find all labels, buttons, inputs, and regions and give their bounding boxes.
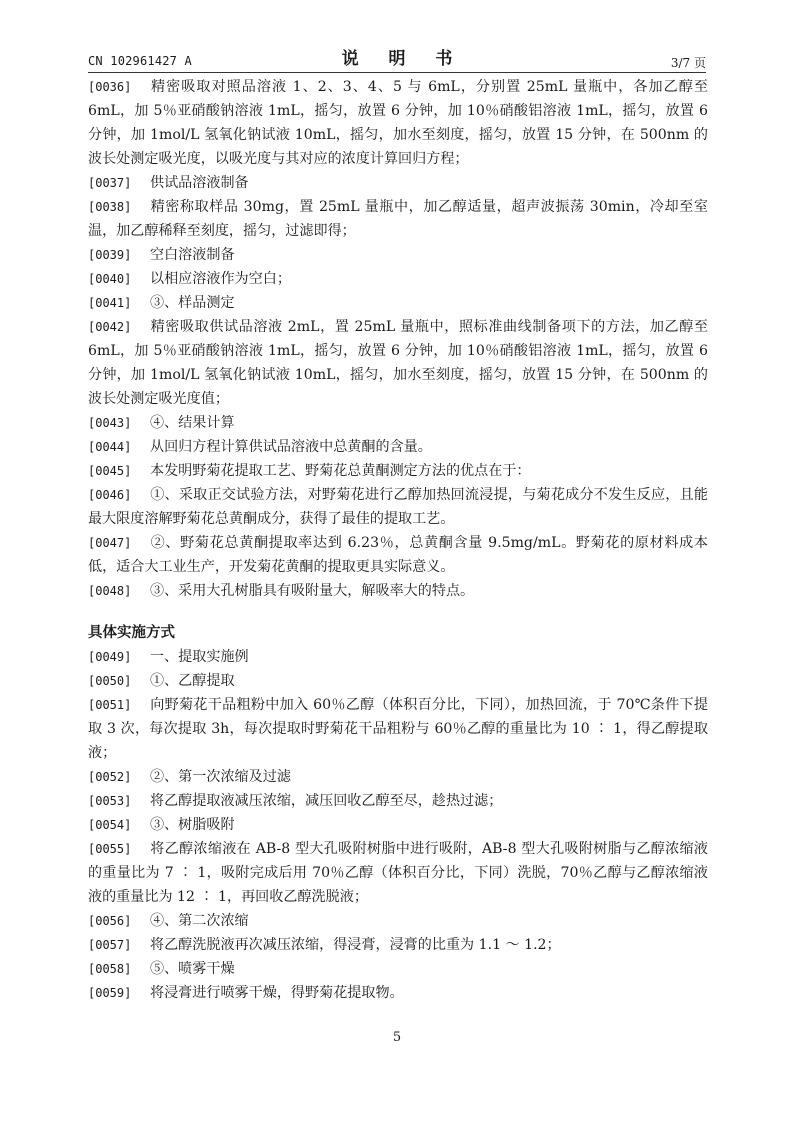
paragraph-text: ③、样品测定 [150, 295, 235, 311]
paragraph-number: [0038] [88, 200, 132, 214]
paragraph-text: ④、第二次浓缩 [150, 913, 249, 929]
paragraph-number: [0058] [88, 962, 132, 976]
paragraph-number: [0044] [88, 440, 132, 454]
paragraph-number: [0041] [88, 296, 132, 310]
paragraph-number: [0045] [88, 464, 132, 478]
paragraph [88, 291, 708, 315]
paragraph-text: 将乙醇提取液减压浓缩，减压回收乙醇至尽，趁热过滤； [150, 793, 503, 809]
paragraph [88, 243, 708, 267]
paragraph-text: 向野菊花干品粗粉中加入 60％乙醇（体积百分比，下同），加热回流，于 70℃条件下提取 3 次，每次提取 3h，每次提取时野菊花干品粗粉与 60％乙醇的重量比为 10 ∶ 1，得乙醇提取液； [88, 697, 708, 761]
paragraph [88, 837, 708, 909]
paragraph [88, 933, 708, 957]
publication-number: CN 102961427 A [88, 54, 192, 68]
page-number: 5 [392, 1030, 402, 1045]
paragraph-list-bottom [88, 645, 708, 1005]
paragraph-text: 将乙醇浓缩液在 AB-8 型大孔吸附树脂中进行吸附，AB-8 型大孔吸附树脂与乙醇浓缩液的重量比为 7 ∶ 1，吸附完成后用 70％乙醇（体积百分比，下同）洗脱，70％乙醇与乙醇浓缩液液的重量比为 12 ∶ 1，再回收乙醇洗脱液； [88, 841, 708, 905]
paragraph [88, 765, 708, 789]
page-header [88, 42, 706, 73]
paragraph-number: [0050] [88, 674, 132, 688]
document-title: 说 明 书 [341, 49, 465, 69]
paragraph-text: ①、乙醇提取 [150, 673, 235, 689]
paragraph-text: 精密吸取对照品溶液 1、2、3、4、5 与 6mL，分别置 25mL 量瓶中，各加乙醇至 6mL，加 5％亚硝酸钠溶液 1mL，摇匀，放置 6 分钟，加 10％硝酸铝溶液 1mL，摇匀，放置 6 分钟，加 1mol/L 氢氧化钠试液 10mL，摇匀，加水至刻度，摇匀，放置 15 分钟，在 500nm 的波长处测定吸光度，以吸光度与其对应的浓度计算回归方程； [88, 79, 708, 167]
paragraph-number: [0052] [88, 770, 132, 784]
paragraph-number: [0054] [88, 818, 132, 832]
paragraph [88, 483, 708, 531]
paragraph [88, 171, 708, 195]
paragraph-number: [0039] [88, 248, 132, 262]
paragraph-number: [0043] [88, 416, 132, 430]
paragraph-text: 空白溶液制备 [150, 247, 235, 263]
paragraph [88, 315, 708, 411]
paragraph-text: ①、采取正交试验方法，对野菊花进行乙醇加热回流浸提，与菊花成分不发生反应，且能最大限度溶解野菊花总黄酮成分，获得了最佳的提取工艺。 [88, 487, 708, 527]
paragraph-text: 供试品溶液制备 [150, 175, 249, 191]
paragraph-number: [0048] [88, 584, 132, 598]
paragraph [88, 75, 708, 171]
paragraph-number: [0051] [88, 698, 132, 712]
paragraph-text: 将浸膏进行喷雾干燥，得野菊花提取物。 [150, 985, 404, 1001]
paragraph [88, 195, 708, 243]
section-title: 具体实施方式 [88, 625, 175, 641]
paragraph [88, 669, 708, 693]
paragraph-number: [0036] [88, 80, 132, 94]
paragraph-text: 精密吸取供试品溶液 2mL，置 25mL 量瓶中，照标准曲线制备项下的方法，加乙醇至 6mL，加 5％亚硝酸钠溶液 1mL，摇匀，放置 6 分钟，加 10％硝酸铝溶液 1mL，摇匀，放置 6 分钟，加 1mol/L 氢氧化钠试液 10mL，摇匀，加水至刻度，摇匀，放置 15 分钟，在 500nm 的波长处测定吸光度值； [88, 319, 708, 407]
paragraph-text: ②、第一次浓缩及过滤 [150, 769, 291, 785]
paragraph [88, 957, 708, 981]
paragraph-number: [0055] [88, 842, 132, 856]
paragraph-list-top [88, 75, 708, 603]
paragraph [88, 579, 708, 603]
paragraph-number: [0037] [88, 176, 132, 190]
paragraph-text: 以相应溶液作为空白； [150, 271, 291, 287]
paragraph-text: ⑤、喷雾干燥 [150, 961, 235, 977]
paragraph-text: 从回归方程计算供试品溶液中总黄酮的含量。 [150, 439, 432, 455]
paragraph [88, 459, 708, 483]
paragraph-number: [0047] [88, 536, 132, 550]
paragraph [88, 789, 708, 813]
paragraph [88, 909, 708, 933]
paragraph-number: [0040] [88, 272, 132, 286]
document-body [88, 75, 708, 1005]
paragraph-number: [0042] [88, 320, 132, 334]
paragraph-text: 精密称取样品 30mg，置 25mL 量瓶中，加乙醇适量，超声波振荡 30min，冷却至室温，加乙醇稀释至刻度，摇匀，过滤即得； [88, 199, 708, 239]
page-info: 3/7 页 [670, 56, 706, 70]
paragraph-number: [0056] [88, 914, 132, 928]
paragraph-text: 将乙醇洗脱液再次减压浓缩，得浸膏，浸膏的比重为 1.1 ～ 1.2； [150, 937, 561, 953]
paragraph [88, 981, 708, 1005]
paragraph [88, 411, 708, 435]
paragraph-text: 本发明野菊花提取工艺、野菊花总黄酮测定方法的优点在于： [150, 463, 531, 479]
paragraph [88, 267, 708, 291]
paragraph-number: [0057] [88, 938, 132, 952]
paragraph-text: ③、树脂吸附 [150, 817, 235, 833]
paragraph [88, 813, 708, 837]
paragraph-number: [0046] [88, 488, 132, 502]
paragraph-text: ④、结果计算 [150, 415, 235, 431]
paragraph [88, 531, 708, 579]
paragraph-number: [0059] [88, 986, 132, 1000]
paragraph-text: ③、采用大孔树脂具有吸附量大，解吸率大的特点。 [150, 583, 475, 599]
paragraph-number: [0053] [88, 794, 132, 808]
paragraph-text: 一、提取实施例 [150, 649, 249, 665]
paragraph [88, 693, 708, 765]
paragraph [88, 645, 708, 669]
paragraph-number: [0049] [88, 650, 132, 664]
paragraph [88, 435, 708, 459]
paragraph-text: ②、野菊花总黄酮提取率达到 6.23％，总黄酮含量 9.5mg/mL。野菊花的原材料成本低，适合大工业生产，开发菊花黄酮的提取更具实际意义。 [88, 535, 708, 575]
